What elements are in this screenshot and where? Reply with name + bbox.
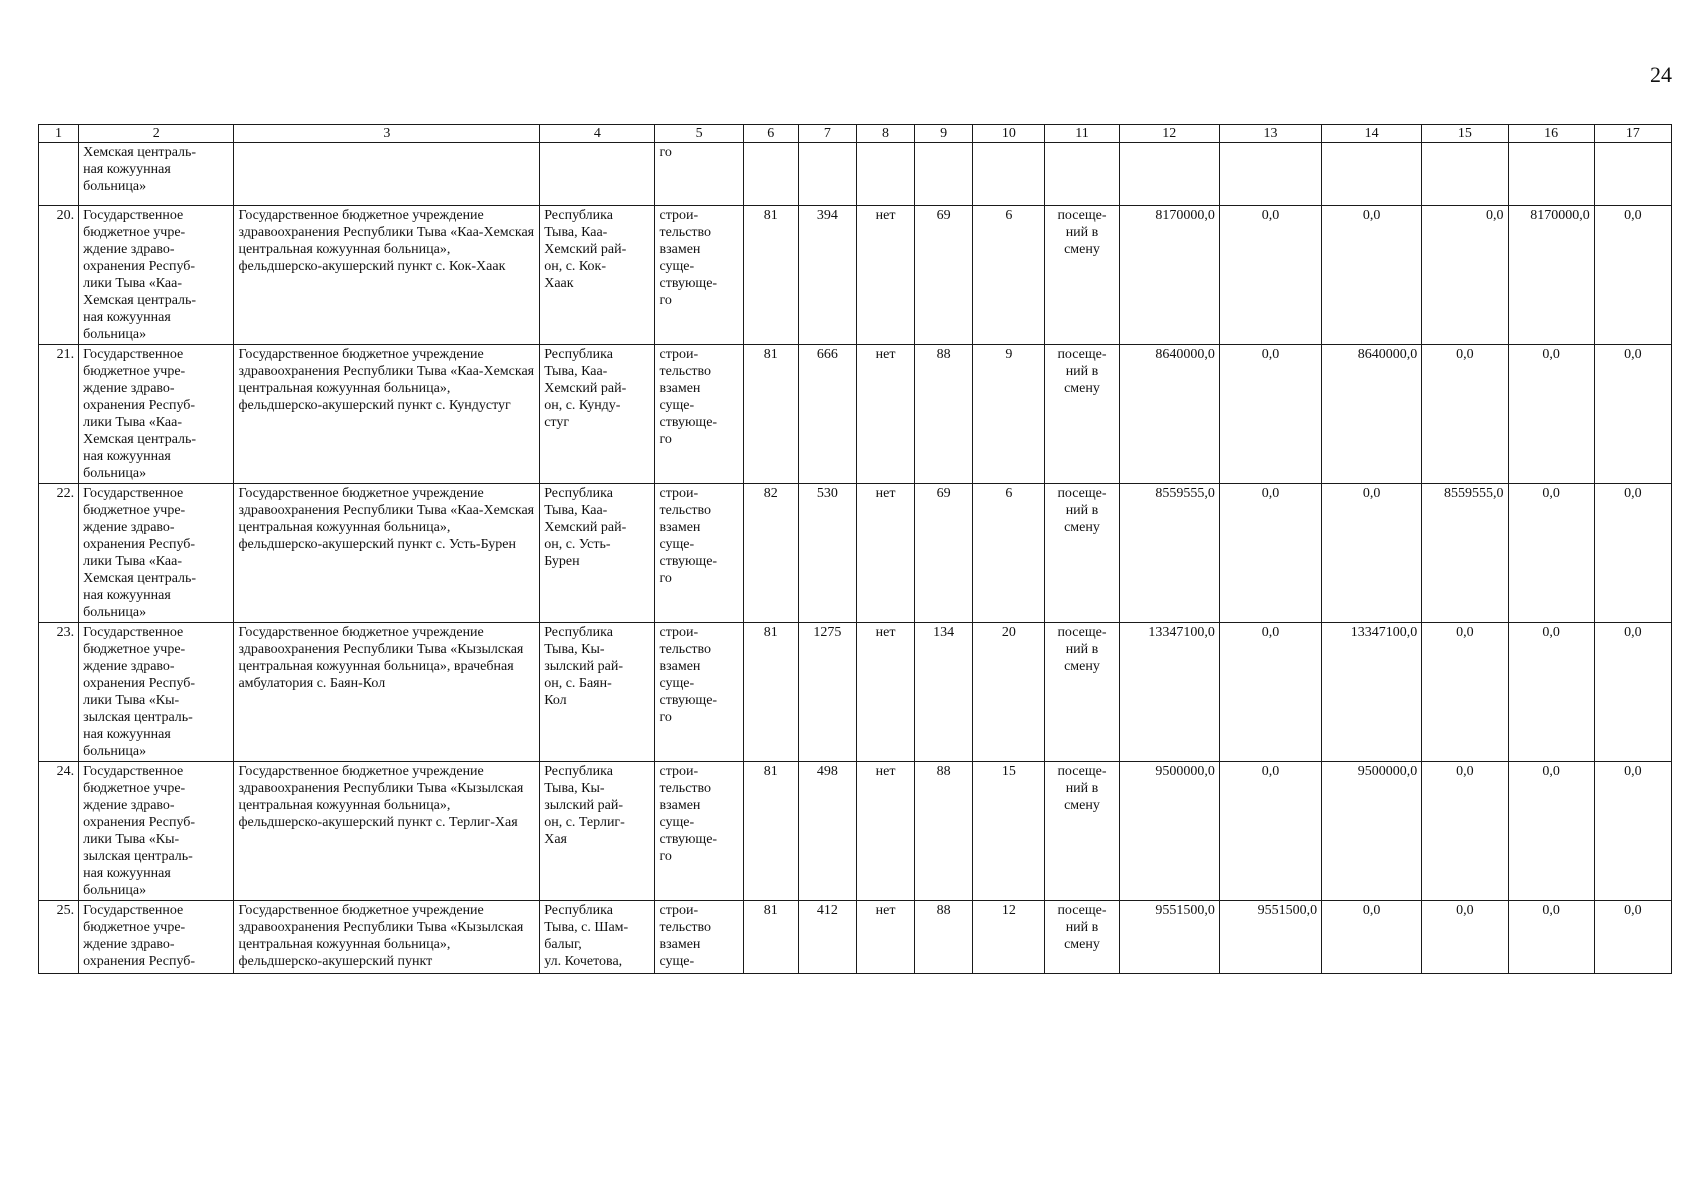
value-cell: нет xyxy=(856,623,914,762)
work-type-cell: строи- тельство взамен суще- xyxy=(655,901,743,974)
amount-cell: 8559555,0 xyxy=(1119,484,1219,623)
value-cell: 6 xyxy=(973,206,1045,345)
header-cell: 17 xyxy=(1594,125,1671,143)
address-cell xyxy=(540,143,655,206)
value-cell: 81 xyxy=(743,901,798,974)
amount-cell: 0,0 xyxy=(1508,484,1594,623)
row-number-cell: 22. xyxy=(39,484,79,623)
institution-cell: Государственное бюджетное учре- ждение здраво- охранения Респуб- лики Тыва «Кы- зылская централь- ная кожуунная больница» xyxy=(79,623,234,762)
address-cell: Республика Тыва, с. Шам- балыг, ул. Кочетова, xyxy=(540,901,655,974)
amount-cell: 9500000,0 xyxy=(1322,762,1422,901)
value-cell: нет xyxy=(856,206,914,345)
header-cell: 11 xyxy=(1045,125,1119,143)
facility-cell: Государственное бюджетное учреждение здравоохранения Республики Тыва «Кызылская центральная кожуунная больница», фельдшерско-акушерский пункт xyxy=(234,901,540,974)
value-cell: 12 xyxy=(973,901,1045,974)
amount-cell: 9500000,0 xyxy=(1119,762,1219,901)
value-cell: 82 xyxy=(743,484,798,623)
amount-cell: 0,0 xyxy=(1219,345,1321,484)
row-number-cell: 24. xyxy=(39,762,79,901)
address-cell: Республика Тыва, Кы- зылский рай- он, с. Баян- Кол xyxy=(540,623,655,762)
header-cell: 15 xyxy=(1422,125,1508,143)
address-cell: Республика Тыва, Каа- Хемский рай- он, с. Кок- Хаак xyxy=(540,206,655,345)
amount-cell: 8559555,0 xyxy=(1422,484,1508,623)
facility-cell: Государственное бюджетное учреждение здравоохранения Республики Тыва «Каа-Хемская центральная кожуунная больница», фельдшерско-акушерский пункт с. Кок-Хаак xyxy=(234,206,540,345)
header-cell: 10 xyxy=(973,125,1045,143)
table-row xyxy=(39,762,1672,901)
unit-cell: посеще- ний в смену xyxy=(1045,901,1119,974)
row-number-cell xyxy=(39,143,79,206)
amount-cell: 0,0 xyxy=(1508,762,1594,901)
amount-cell: 0,0 xyxy=(1422,623,1508,762)
institution-cell: Государственное бюджетное учре- ждение здраво- охранения Респуб- лики Тыва «Каа- Хемская централь- ная кожуунная больница» xyxy=(79,345,234,484)
institution-cell: Государственное бюджетное учре- ждение здраво- охранения Респуб- лики Тыва «Каа- Хемская централь- ная кожуунная больница» xyxy=(79,484,234,623)
institution-cell: Государственное бюджетное учре- ждение здраво- охранения Респуб- лики Тыва «Каа- Хемская централь- ная кожуунная больница» xyxy=(79,206,234,345)
header-cell: 6 xyxy=(743,125,798,143)
amount-cell: 0,0 xyxy=(1322,901,1422,974)
institution-cell: Государственное бюджетное учре- ждение здраво- охранения Респуб- лики Тыва «Кы- зылская централь- ная кожуунная больница» xyxy=(79,762,234,901)
amount-cell: 0,0 xyxy=(1219,206,1321,345)
header-cell: 1 xyxy=(39,125,79,143)
amount-cell: 0,0 xyxy=(1594,901,1671,974)
amount-cell: 13347100,0 xyxy=(1119,623,1219,762)
header-cell: 13 xyxy=(1219,125,1321,143)
value-cell: нет xyxy=(856,901,914,974)
row-number-cell: 25. xyxy=(39,901,79,974)
work-type-cell: строи- тельство взамен суще- ствующе- го xyxy=(655,484,743,623)
facility-cell: Государственное бюджетное учреждение здравоохранения Республики Тыва «Каа-Хемская центральная кожуунная больница», фельдшерско-акушерский пункт с. Усть-Бурен xyxy=(234,484,540,623)
amount-cell: 0,0 xyxy=(1594,206,1671,345)
work-type-cell: строи- тельство взамен суще- ствующе- го xyxy=(655,623,743,762)
value-cell: 498 xyxy=(798,762,856,901)
value-cell: 88 xyxy=(915,901,973,974)
page-number: 24 xyxy=(1650,62,1672,87)
value-cell: 69 xyxy=(915,484,973,623)
header-cell: 12 xyxy=(1119,125,1219,143)
value-cell: 530 xyxy=(798,484,856,623)
amount-cell: 0,0 xyxy=(1594,345,1671,484)
value-cell: нет xyxy=(856,484,914,623)
value-cell: 81 xyxy=(743,345,798,484)
facility-cell: Государственное бюджетное учреждение здравоохранения Республики Тыва «Каа-Хемская центральная кожуунная больница», фельдшерско-акушерский пункт с. Кундустуг xyxy=(234,345,540,484)
value-cell: 9 xyxy=(973,345,1045,484)
amount-cell: 13347100,0 xyxy=(1322,623,1422,762)
facility-cell: Государственное бюджетное учреждение здравоохранения Республики Тыва «Кызылская центральная кожуунная больница», врачебная амбулатория с. Баян-Кол xyxy=(234,623,540,762)
amount-cell: 9551500,0 xyxy=(1219,901,1321,974)
value-cell: нет xyxy=(856,762,914,901)
address-cell: Республика Тыва, Каа- Хемский рай- он, с. Усть- Бурен xyxy=(540,484,655,623)
amount-cell: 8640000,0 xyxy=(1322,345,1422,484)
amount-cell: 9551500,0 xyxy=(1119,901,1219,974)
work-type-cell: строи- тельство взамен суще- ствующе- го xyxy=(655,345,743,484)
table-row xyxy=(39,484,1672,623)
table-row xyxy=(39,206,1672,345)
work-type-cell: строи- тельство взамен суще- ствующе- го xyxy=(655,206,743,345)
value-cell: 88 xyxy=(915,762,973,901)
value-cell: 88 xyxy=(915,345,973,484)
institution-cell: Государственное бюджетное учре- ждение здраво- охранения Респуб- xyxy=(79,901,234,974)
unit-cell: посеще- ний в смену xyxy=(1045,762,1119,901)
amount-cell: 0,0 xyxy=(1508,623,1594,762)
row-number-cell: 20. xyxy=(39,206,79,345)
institution-cell: Хемская централь- ная кожуунная больница» xyxy=(79,143,234,206)
facility-cell xyxy=(234,143,540,206)
value-cell: 20 xyxy=(973,623,1045,762)
address-cell: Республика Тыва, Каа- Хемский рай- он, с. Кунду- стуг xyxy=(540,345,655,484)
amount-cell: 0,0 xyxy=(1508,345,1594,484)
amount-cell: 0,0 xyxy=(1219,623,1321,762)
amount-cell: 0,0 xyxy=(1219,484,1321,623)
amount-cell: 0,0 xyxy=(1219,762,1321,901)
amount-cell: 0,0 xyxy=(1322,206,1422,345)
amount-cell: 0,0 xyxy=(1422,206,1508,345)
value-cell: 81 xyxy=(743,762,798,901)
value-cell: 134 xyxy=(915,623,973,762)
value-cell: 394 xyxy=(798,206,856,345)
value-cell: 15 xyxy=(973,762,1045,901)
amount-cell: 0,0 xyxy=(1422,345,1508,484)
unit-cell: посеще- ний в смену xyxy=(1045,206,1119,345)
address-cell: Республика Тыва, Кы- зылский рай- он, с. Терлиг- Хая xyxy=(540,762,655,901)
facility-cell: Государственное бюджетное учреждение здравоохранения Республики Тыва «Кызылская центральная кожуунная больница», фельдшерско-акушерский пункт с. Терлиг-Хая xyxy=(234,762,540,901)
value-cell: 81 xyxy=(743,623,798,762)
header-cell: 3 xyxy=(234,125,540,143)
header-cell: 4 xyxy=(540,125,655,143)
header-cell: 9 xyxy=(915,125,973,143)
header-cell: 2 xyxy=(79,125,234,143)
amount-cell: 8170000,0 xyxy=(1508,206,1594,345)
amount-cell: 0,0 xyxy=(1322,484,1422,623)
table-row xyxy=(39,901,1672,974)
header-row xyxy=(39,125,1672,143)
header-cell: 8 xyxy=(856,125,914,143)
amount-cell: 0,0 xyxy=(1594,623,1671,762)
table-row xyxy=(39,345,1672,484)
amount-cell: 0,0 xyxy=(1594,762,1671,901)
unit-cell: посеще- ний в смену xyxy=(1045,345,1119,484)
header-cell: 14 xyxy=(1322,125,1422,143)
amount-cell: 0,0 xyxy=(1508,901,1594,974)
table-row xyxy=(39,623,1672,762)
header-cell: 16 xyxy=(1508,125,1594,143)
unit-cell: посеще- ний в смену xyxy=(1045,623,1119,762)
amount-cell: 0,0 xyxy=(1594,484,1671,623)
continuation-row xyxy=(39,143,1672,206)
value-cell: 1275 xyxy=(798,623,856,762)
unit-cell: посеще- ний в смену xyxy=(1045,484,1119,623)
amount-cell: 8170000,0 xyxy=(1119,206,1219,345)
row-number-cell: 21. xyxy=(39,345,79,484)
value-cell: 412 xyxy=(798,901,856,974)
header-cell: 5 xyxy=(655,125,743,143)
amount-cell: 0,0 xyxy=(1422,901,1508,974)
amount-cell: 0,0 xyxy=(1422,762,1508,901)
row-number-cell: 23. xyxy=(39,623,79,762)
value-cell: 6 xyxy=(973,484,1045,623)
value-cell: нет xyxy=(856,345,914,484)
header-cell: 7 xyxy=(798,125,856,143)
register-table xyxy=(38,124,1672,974)
value-cell: 69 xyxy=(915,206,973,345)
work-type-cell: строи- тельство взамен суще- ствующе- го xyxy=(655,762,743,901)
value-cell: 666 xyxy=(798,345,856,484)
value-cell: 81 xyxy=(743,206,798,345)
work-type-cell: го xyxy=(655,143,743,206)
amount-cell: 8640000,0 xyxy=(1119,345,1219,484)
